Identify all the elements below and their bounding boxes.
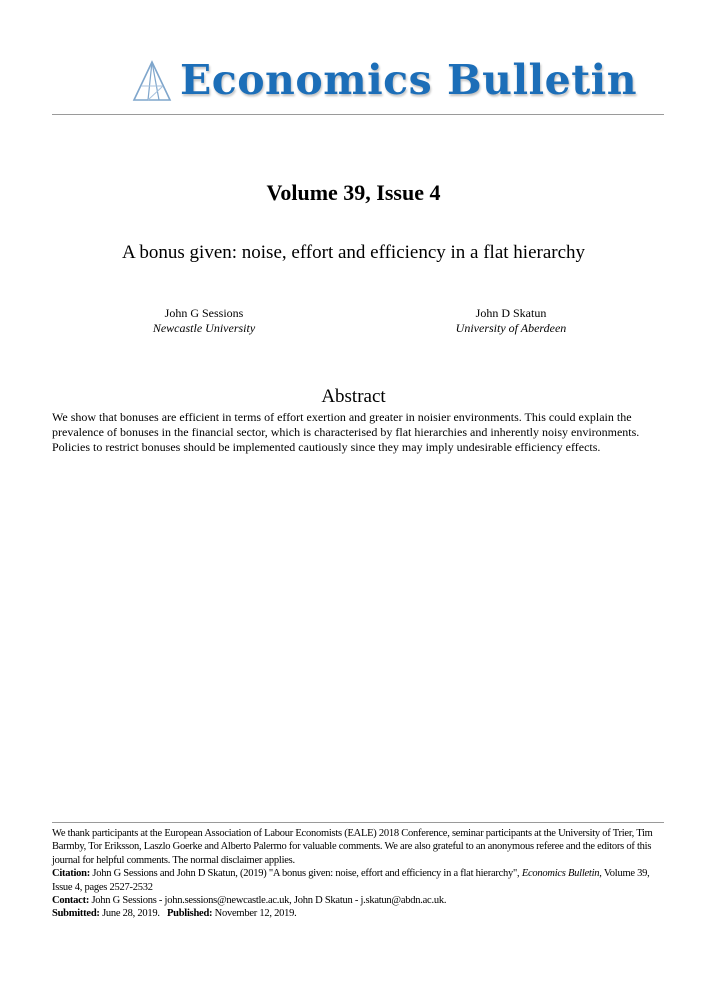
abstract-text: We show that bonuses are efficient in terms of effort exertion and greater in noisier environments. This could explain the prevalence of bonuses in the financial sector, which is characterised by flat hierarchies and inherently noisy environments. Policies to restrict bonuses should be implemented cautiously since they may imply undesirable efficiency effects. xyxy=(52,410,640,455)
submitted-label: Submitted: xyxy=(52,908,100,920)
published-date: November 12, 2019. xyxy=(214,908,297,920)
submitted-date: June 28, 2019. xyxy=(102,908,160,920)
contact-text: John G Sessions - john.sessions@newcastle.ac.uk, John D Skatun - j.skatun@abdn.ac.uk. xyxy=(91,895,447,907)
author-affiliation: University of Aberdeen xyxy=(455,321,567,335)
volume-issue: Volume 39, Issue 4 xyxy=(266,180,441,205)
footnotes xyxy=(52,827,664,921)
citation xyxy=(52,867,664,894)
dates xyxy=(52,907,664,920)
journal-name: Economics Bulletin xyxy=(180,56,638,104)
citation-text: John G Sessions and John D Skatun, (2019) "A bonus given: noise, effort and efficiency in a flat hierarchy", xyxy=(92,868,520,880)
pyramid-triangle-icon xyxy=(132,60,172,104)
author-name: John G Sessions xyxy=(164,306,244,320)
author-affiliation: Newcastle University xyxy=(152,321,256,335)
paper-title: A bonus given: noise, effort and efficiency in a flat hierarchy xyxy=(121,242,586,263)
contact-label: Contact: xyxy=(52,895,90,907)
published-label: Published: xyxy=(166,908,213,920)
abstract-heading: Abstract xyxy=(321,386,386,407)
citation-journal: Economics Bulletin xyxy=(521,868,600,880)
author-block xyxy=(104,306,304,336)
acknowledgement: We thank participants at the European Association of Labour Economists (EALE) 2018 Conference, seminar participants at the University of Trier, Tim Barmby, Tor Eriksson, Laszlo Goerke and Alberto Palermo for valuable comments. We are also grateful to an anonymous referee and the editors of this journal for helpful comments. The normal disclaimer applies. xyxy=(52,828,653,866)
citation-label: Citation: xyxy=(52,868,90,880)
author-name: John D Skatun xyxy=(475,306,547,320)
journal-masthead xyxy=(0,52,707,112)
contact xyxy=(52,894,664,907)
citation-tail: , Volume 39, Issue 4, pages 2527-2532 xyxy=(52,868,650,893)
footnote-divider xyxy=(52,822,664,823)
header-divider xyxy=(52,114,664,115)
author-block xyxy=(411,306,611,336)
